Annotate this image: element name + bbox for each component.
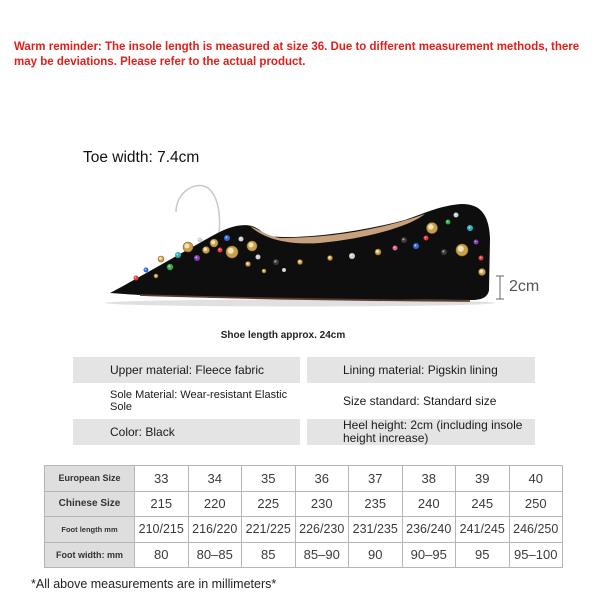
european-size-cell: 34 — [189, 466, 243, 492]
spec-heel-height — [307, 419, 535, 445]
rhinestone-highlight — [211, 240, 215, 244]
row-label-foot-width: Foot width: mm — [45, 543, 135, 569]
foot-width-cell: 85–90 — [296, 543, 350, 569]
toe-width-label: Toe width: 7.4cm — [83, 149, 200, 166]
chinese-size-cell: 235 — [349, 492, 403, 518]
foot-length-cell: 216/220 — [189, 517, 243, 543]
rhinestone-highlight — [328, 256, 331, 259]
rhinestone-highlight — [283, 269, 284, 270]
foot-length-cell: 241/245 — [456, 517, 510, 543]
foot-width-cell: 90–95 — [403, 543, 457, 569]
rhinestone-highlight — [376, 250, 379, 253]
row-label-european-size: European Size — [45, 466, 135, 492]
spec-text: Color: Black — [110, 424, 175, 439]
spec-sole-material — [73, 388, 300, 414]
foot-width-cell: 80–85 — [189, 543, 243, 569]
european-size-cell: 38 — [403, 466, 457, 492]
rhinestone-highlight — [225, 236, 227, 238]
rhinestone-highlight — [274, 260, 276, 262]
rhinestone-highlight — [394, 247, 396, 249]
rhinestone-highlight — [442, 250, 444, 252]
european-size-cell: 37 — [349, 466, 403, 492]
rhinestone-highlight — [447, 221, 449, 223]
spec-text: Size standard: Standard size — [343, 393, 497, 408]
row-label-foot-length: Foot length mm — [45, 517, 135, 543]
rhinestone-highlight — [199, 239, 201, 241]
foot-length-cell: 246/250 — [510, 517, 564, 543]
rhinestone-highlight — [204, 248, 208, 252]
rhinestone-highlight — [249, 243, 254, 248]
spec-color — [73, 419, 300, 445]
european-size-cell: 39 — [456, 466, 510, 492]
foot-length-cell: 226/230 — [296, 517, 350, 543]
foot-width-cell: 95 — [456, 543, 510, 569]
shoe-body — [110, 204, 490, 300]
spec-text: Lining material: Pigskin lining — [343, 362, 498, 377]
rhinestone-highlight — [468, 226, 470, 228]
rhinestone-highlight — [185, 244, 190, 249]
rhinestone-highlight — [135, 277, 137, 279]
european-size-cell: 40 — [510, 466, 564, 492]
foot-length-cell: 231/235 — [349, 517, 403, 543]
rhinestone-highlight — [455, 214, 457, 216]
rhinestone-highlight — [219, 249, 221, 251]
spec-text: Heel height: 2cm (including insole height increase) — [343, 418, 523, 445]
rhinestone-highlight — [176, 253, 178, 255]
rhinestone-highlight — [350, 254, 352, 256]
european-size-cell: 33 — [135, 466, 189, 492]
rhinestone-highlight — [425, 237, 427, 239]
row-label-chinese-size: Chinese Size — [45, 492, 135, 518]
rhinestone-highlight — [159, 257, 162, 260]
spec-grid — [73, 357, 535, 445]
rhinestone-highlight — [263, 270, 265, 272]
rhinestone-highlight — [402, 238, 404, 240]
chinese-size-cell: 250 — [510, 492, 564, 518]
warm-reminder-notice: Warm reminder: The insole length is measured at size 36. Due to different measurement methods, there may be deviations. Please refer to the actual product. — [14, 41, 580, 68]
rhinestone-highlight — [414, 244, 416, 246]
toe-width-leader-line — [176, 185, 220, 234]
heel-height-label: 2cm — [509, 278, 540, 295]
foot-width-cell: 80 — [135, 543, 189, 569]
chinese-size-cell: 245 — [456, 492, 510, 518]
rhinestone-highlight — [168, 265, 170, 267]
rhinestone-highlight — [155, 275, 157, 277]
rhinestone-highlight — [240, 238, 242, 240]
european-size-cell: 36 — [296, 466, 350, 492]
rhinestone-highlight — [458, 246, 464, 252]
spec-size-standard — [307, 388, 535, 414]
rhinestone-highlight — [428, 224, 434, 230]
rhinestone-highlight — [475, 241, 477, 243]
rhinestone-highlight — [480, 270, 484, 274]
rhinestone-highlight — [298, 260, 301, 263]
chinese-size-cell: 225 — [242, 492, 296, 518]
measurement-footnote: *All above measurements are in millimeters* — [31, 577, 277, 591]
rhinestone-highlight — [480, 257, 482, 259]
rhinestone-highlight — [195, 256, 197, 258]
rhinestone-highlight — [257, 256, 259, 258]
spec-text: Upper material: Fleece fabric — [110, 362, 265, 377]
foot-width-cell: 90 — [349, 543, 403, 569]
shoe-length-label: Shoe length approx. 24cm — [220, 330, 346, 341]
foot-width-cell: 95–100 — [510, 543, 564, 569]
chinese-size-cell: 220 — [189, 492, 243, 518]
heel-height-bracket — [496, 276, 504, 299]
european-size-cell: 35 — [242, 466, 296, 492]
foot-length-cell: 236/240 — [403, 517, 457, 543]
rhinestone-highlight — [246, 262, 249, 265]
spec-upper-material — [73, 357, 300, 383]
chinese-size-cell: 215 — [135, 492, 189, 518]
foot-length-cell: 221/225 — [242, 517, 296, 543]
rhinestone-highlight — [228, 248, 234, 254]
spec-lining-material — [307, 357, 535, 383]
size-table — [44, 465, 563, 568]
rhinestone-highlight — [145, 269, 147, 271]
chinese-size-cell: 230 — [296, 492, 350, 518]
foot-width-cell: 85 — [242, 543, 296, 569]
spec-text: Sole Material: Wear-resistant Elastic Sole — [110, 388, 288, 413]
foot-length-cell: 210/215 — [135, 517, 189, 543]
chinese-size-cell: 240 — [403, 492, 457, 518]
